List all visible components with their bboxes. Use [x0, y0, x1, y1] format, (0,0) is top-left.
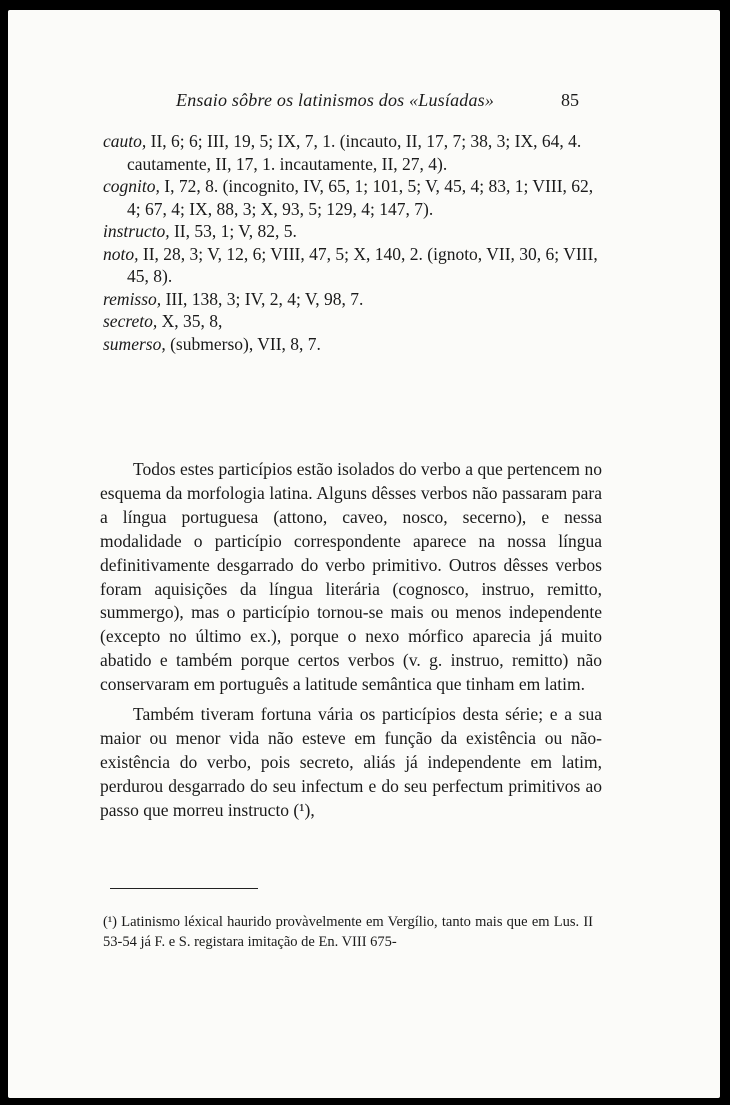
entry-text: X, 35, 8, [157, 311, 223, 331]
list-item [103, 220, 603, 243]
list-item [103, 175, 603, 220]
entry-text: II, 6; 6; III, 19, 5; IX, 7, 1. (incauto, II, 17, 7; 38, 3; IX, 64, 4. cautamente, II, 17, 1. incautamente, II, 27, 4). [127, 131, 582, 174]
entry-lemma: sumerso, [103, 333, 166, 354]
running-title: Ensaio sôbre os latinismos dos «Lusíadas» [176, 90, 495, 110]
list-item [103, 333, 603, 356]
list-item [103, 288, 603, 311]
paragraph: Todos estes particípios estão isolados do verbo a que pertencem no esquema da morfologia latina. Alguns dêsses verbos não passaram para a língua portuguesa (attono, caveo, nosco, secerno), e nessa modalidade o particípio correspondente aparece na nossa língua definitivamente desgarrado do verbo primitivo. Outros dêsses verbos foram aquisições da língua literária (cognosco, instruo, remitto, summergo), mas o particípio tornou-se mais ou menos independente (excepto no último ex.), porque o nexo mórfico aparecia já muito abatido e também porque certos verbos (v. g. instruo, remitto) não conservaram em português a latitude semântica que tinham em latim. [100, 459, 602, 695]
entry-text: (submerso), VII, 8, 7. [165, 333, 321, 354]
entry-lemma: cauto, [103, 131, 147, 151]
book-page [8, 10, 720, 1098]
list-item [103, 130, 603, 175]
paragraph: Também tiveram fortuna vária os particípios desta série; e a sua maior ou menor vida não esteve em função da existência ou não-existência do verbo, pois secreto, aliás já independente em latim, perdurou desgarrado do seu infectum e do seu perfectum primitivos ao passo que morreu instructo (¹), [100, 704, 602, 820]
footnote: (¹) Latinismo léxical haurido provàvelmente em Vergílio, tanto mais que em Lus. II 53-54 já F. e S. registara imitação de En. VIII 675- [103, 914, 593, 950]
list-item [103, 310, 603, 333]
entry-text: I, 72, 8. (incognito, IV, 65, 1; 101, 5; V, 45, 4; 83, 1; VIII, 62, 4; 67, 4; IX, 88, 3; X, 93, 5; 129, 4; 147, 7). [127, 176, 594, 219]
page-number: 85 [561, 90, 579, 110]
entry-lemma: remisso, [103, 288, 162, 309]
entry-lemma: secreto, [103, 311, 158, 331]
body-text [100, 458, 602, 823]
entry-text: III, 138, 3; IV, 2, 4; V, 98, 7. [161, 288, 364, 309]
entry-lemma: noto, [103, 243, 139, 264]
entry-text: II, 28, 3; V, 12, 6; VIII, 47, 5; X, 140, 2. (ignoto, VII, 30, 6; VIII, 45, 8). [127, 243, 598, 286]
list-item [103, 243, 603, 288]
footnote-divider [110, 888, 258, 889]
entry-lemma: cognito, [103, 176, 160, 196]
entry-lemma: instructo, [103, 221, 170, 241]
participle-list [103, 130, 603, 355]
running-header [8, 90, 720, 114]
entry-text: II, 53, 1; V, 82, 5. [169, 221, 297, 241]
